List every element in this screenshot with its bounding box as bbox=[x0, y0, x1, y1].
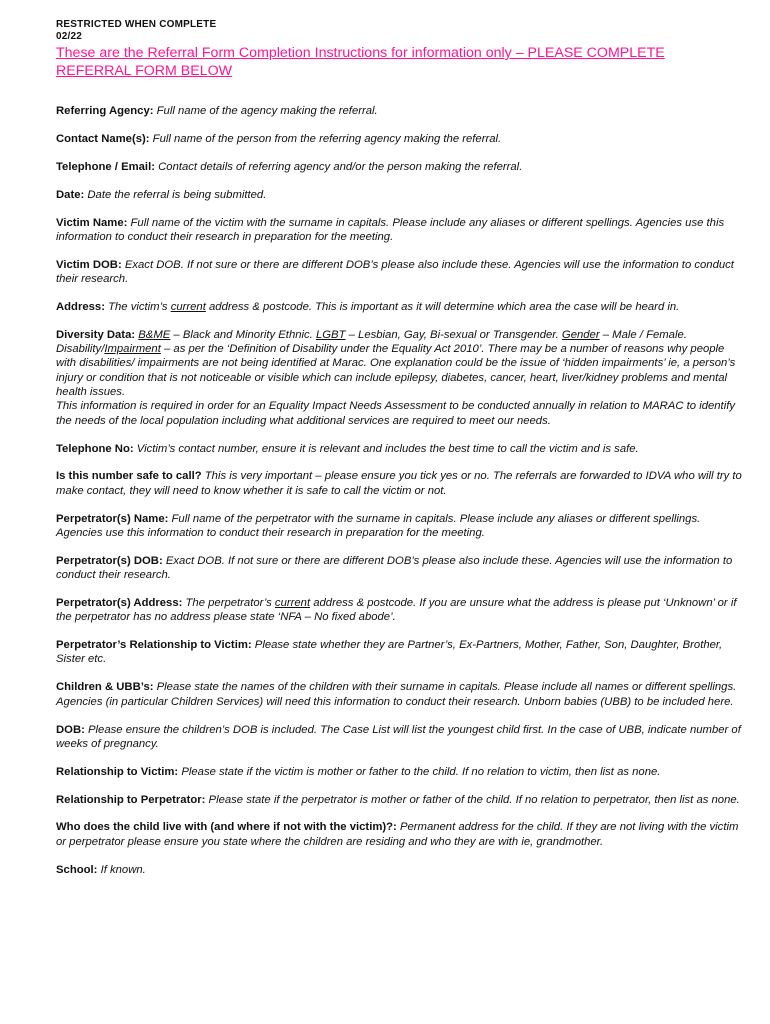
instructions-title: These are the Referral Form Completion Instructions for information only – PLEASE COMPLETE REFERRAL FORM BELOW bbox=[56, 45, 665, 79]
entry-text-part: – Black and Minority Ethnic. bbox=[173, 328, 313, 341]
entry-text: Please state if the victim is mother or father to the child. If no relation to victim, then list as none. bbox=[181, 765, 661, 778]
underlined-word: current bbox=[274, 596, 311, 609]
entry-child-lives-with bbox=[56, 820, 742, 849]
entry-text: Please state whether they are Partner’s, Ex-Partners, Mother, Father, Son, Daughter, Brother, Sister etc. bbox=[56, 639, 723, 666]
entry-text: Please state if the perpetrator is mother or father of the child. If no relation to perpetrator, then list as none. bbox=[208, 793, 740, 806]
entry-label: Perpetrator(s) Address: bbox=[56, 596, 183, 609]
entry-safe-to-call bbox=[56, 469, 742, 498]
entry-label: Is this number safe to call? bbox=[56, 470, 202, 483]
entry-text bbox=[56, 329, 735, 398]
underlined-word: current bbox=[170, 300, 206, 313]
entry-text: Contact details of referring agency and/or the person making the referral. bbox=[158, 160, 523, 173]
entry-text-part: – Lesbian, Gay, Bi-sexual or Transgender. bbox=[348, 328, 559, 341]
entry-victim-name bbox=[56, 216, 742, 245]
entry-diversity-data bbox=[56, 328, 742, 428]
entry-label: Telephone No: bbox=[56, 442, 134, 455]
entry-text-part: address & postcode. If you are unsure what the address is please put ‘Unknown’ or if the perpetrator has no address please state ‘NFA – No fixed abode’. bbox=[56, 596, 737, 624]
underlined-term-impairment: Impairment bbox=[104, 343, 161, 356]
entry-text-line2: This information is required in order for an Equality Impact Needs Assessment to be conducted annually in relation to MARAC to identify the needs of the local population including what additional services are required to meet our needs. bbox=[56, 400, 735, 427]
entry-text: This is very important – please ensure you tick yes or no. The referrals are forwarded to IDVA who will try to make contact, they will need to know whether it is safe to call the victim or not. bbox=[56, 470, 742, 497]
entry-text-part: The victim’s bbox=[108, 300, 168, 313]
entry-perpetrator-relationship bbox=[56, 638, 742, 667]
restricted-marking: RESTRICTED WHEN COMPLETE bbox=[56, 19, 217, 30]
entry-school bbox=[56, 863, 742, 877]
underlined-term-gender: Gender bbox=[561, 328, 600, 341]
entry-text: Full name of the person from the referring agency making the referral. bbox=[152, 132, 502, 145]
entry-date bbox=[56, 188, 742, 202]
entry-referring-agency bbox=[56, 104, 742, 118]
entry-label: Victim DOB: bbox=[56, 258, 122, 271]
entry-text: Please state the names of the children with their surname in capitals. Please include all names or different spellings. Agencies (in particular Children Services) will need this information to conduct their research. Unborn babies (UBB) to be included here. bbox=[56, 681, 737, 708]
entry-relationship-to-victim bbox=[56, 765, 742, 779]
entry-text: Full name of the agency making the referral. bbox=[156, 105, 378, 117]
underlined-term-lgbt: LGBT bbox=[315, 328, 346, 341]
entry-perpetrator-name bbox=[56, 512, 742, 541]
entry-label: Telephone / Email: bbox=[56, 160, 155, 173]
entry-text: Victim’s contact number, ensure it is relevant and includes the best time to call the victim and is safe. bbox=[136, 442, 639, 455]
entry-label: Contact Name(s): bbox=[56, 132, 150, 145]
entry-text: Exact DOB. If not sure or there are different DOB’s please also include these. Agencies will use the information to conduct their research. bbox=[56, 554, 733, 582]
entry-text: Date the referral is being submitted. bbox=[87, 188, 267, 201]
entry-perpetrator-dob bbox=[56, 554, 742, 583]
entry-text: Please ensure the children’s DOB is included. The Case List will list the youngest child first. In the case of UBB, indicate number of weeks of pregnancy. bbox=[56, 723, 741, 750]
form-version-date: 02/22 bbox=[56, 31, 83, 42]
entry-child-dob bbox=[56, 723, 742, 752]
entry-text: Exact DOB. If not sure or there are different DOB’s please also include these. Agencies will use the information to conduct their research. bbox=[56, 258, 734, 286]
underlined-term-bme: B&ME bbox=[138, 328, 171, 341]
entry-text: Full name of the victim with the surname in capitals. Please include any aliases or different spellings. Agencies use this information to conduct their research in preparation for the meeting. bbox=[56, 216, 725, 243]
entry-telephone-email bbox=[56, 160, 742, 174]
entry-label: DOB: bbox=[56, 723, 85, 736]
entry-text: If known. bbox=[100, 863, 146, 876]
entry-text-part: The perpetrator’s bbox=[185, 596, 272, 609]
entry-perpetrator-address bbox=[56, 596, 742, 625]
entry-contact-names bbox=[56, 132, 742, 146]
entry-label: Relationship to Victim: bbox=[56, 765, 179, 778]
entry-address bbox=[56, 300, 742, 314]
entry-relationship-to-perpetrator bbox=[56, 793, 742, 807]
entry-label: Referring Agency: bbox=[56, 105, 154, 117]
entry-text: Permanent address for the child. If they are not living with the victim or perpetrator please ensure you state where the children are residing and who they are with ie, grandmother. bbox=[56, 821, 739, 848]
entry-label: Children & UBB’s: bbox=[56, 681, 154, 694]
entry-children-ubbs bbox=[56, 680, 742, 709]
entry-label: Date: bbox=[56, 188, 85, 201]
entry-label: Who does the child live with (and where if not with the victim)?: bbox=[56, 821, 397, 834]
entry-text bbox=[108, 301, 679, 313]
entry-label: Address: bbox=[56, 300, 105, 313]
entry-label: School: bbox=[56, 863, 98, 876]
entry-label: Victim Name: bbox=[56, 216, 128, 229]
entry-label: Perpetrator(s) DOB: bbox=[56, 554, 163, 567]
entry-telephone-no bbox=[56, 442, 742, 456]
entry-label: Diversity Data: bbox=[56, 328, 136, 341]
instructions-list bbox=[56, 104, 740, 877]
entry-label: Relationship to Perpetrator: bbox=[56, 793, 206, 806]
entry-label: Perpetrator(s) Name: bbox=[56, 512, 169, 525]
entry-label: Perpetrator’s Relationship to Victim: bbox=[56, 639, 252, 652]
entry-text-part: – Male / Female. Disability/ bbox=[56, 328, 687, 356]
entry-victim-dob bbox=[56, 258, 742, 287]
entry-text: Full name of the perpetrator with the surname in capitals. Please include any aliases or different spellings. Agencies use this information to conduct their research in preparation for the meeting. bbox=[56, 512, 701, 539]
entry-text-part: – as per the ‘Definition of Disability under the Equality Act 2010’. There may be a number of reasons why people with disabilities/ impairments are not being identified at Marac. One explanation could be the issue of ‘hidden impairments’ ie, a person’s injury or condition that is not noticeable or visible which can include epilepsy, diabetes, cancer, heart, liver/kidney problems and mental health issues. bbox=[56, 343, 736, 399]
entry-text-part: address & postcode. This is important as it will determine which area the case will be heard in. bbox=[209, 300, 680, 313]
